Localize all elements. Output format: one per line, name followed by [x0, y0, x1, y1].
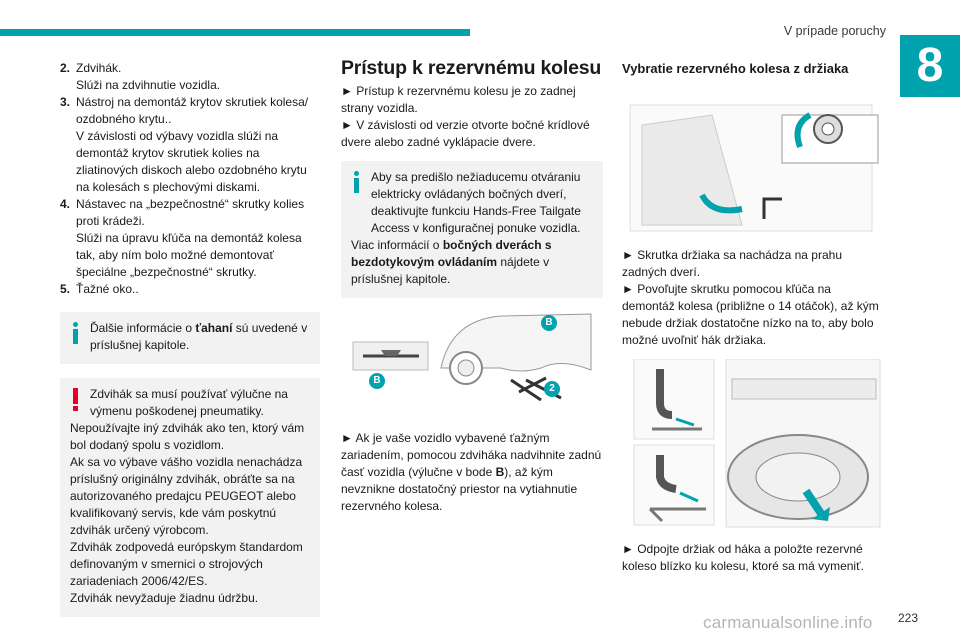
paragraph: ► Ak je vaše vozidlo vybavené ťažným zariadením, pomocou zdviháka nadvihnite zadnú časť vozidla (výlučne v bode B), až kým nevznikne dostatočný priestor na vytiahnutie rezervného kolesa. — [341, 431, 602, 513]
info-bold: ťahaní — [195, 321, 233, 335]
paragraph: ► Odpojte držiak od háka a položte rezervné koleso blízko ku kolesu, ktoré sa má vymeniť. — [622, 542, 864, 573]
paragraph: ► Povoľujte skrutku pomocou kľúča na demontáž kolesa (približne o 14 otáčok), až kým nebude držiak dostatočne nízko na to, aby bolo možné uvoľniť hák držiaka. — [622, 282, 879, 347]
label-2: 2 — [544, 381, 560, 397]
running-head: V prípade poruchy — [783, 24, 886, 38]
paragraph: ► V závislosti od verzie otvorte bočné krídlové dvere alebo zadné vyklápacie dvere. — [341, 118, 590, 149]
list-line: Zdvihák. — [76, 61, 122, 75]
list-line: Nástavec na „bezpečnostné“ skrutky kolies proti krádeži. — [76, 197, 305, 228]
jack-point-figure — [341, 310, 603, 410]
list-line: Slúži na zdvihnutie vozidla. — [76, 78, 221, 92]
subsection-title: Vybratie rezervného kolesa z držiaka — [622, 61, 849, 76]
list-item — [60, 196, 320, 281]
list-line: V závislosti od výbavy vozidla slúži na demontáž krytov skrutiek kolies na zliatinových diskoch alebo ozdobného krytu na kolesách s plechovými diskami. — [76, 129, 307, 194]
paragraph: ► Prístup k rezervnému kolesu je zo zadnej strany vozidla. — [341, 84, 576, 115]
warning-line: Zdvihák sa musí používať výlučne na výmenu poškodenej pneumatiky. — [90, 387, 288, 418]
list-line: Ťažné oko.. — [76, 282, 139, 296]
info-box-towing — [60, 312, 320, 364]
header-accent-bar — [0, 29, 470, 36]
list-number: 5. — [60, 282, 71, 296]
warning-line: Zdvihák zodpovedá európskym štandardom definovaným v smernici o strojových zariadeniach 2006/42/ES. — [70, 540, 303, 588]
warning-icon — [70, 388, 82, 411]
section-title: Prístup k rezervnému kolesu — [341, 57, 602, 79]
list-item — [60, 281, 320, 298]
list-item — [60, 94, 320, 196]
list-number: 4. — [60, 197, 71, 211]
list-line: Nástroj na demontáž krytov skrutiek kolesa/ ozdobného krytu.. — [76, 95, 309, 126]
info-box-side-doors — [341, 161, 603, 298]
jack-point-illustration — [341, 310, 603, 410]
carrier-screw-illustration — [622, 85, 884, 235]
list-number: 3. — [60, 95, 71, 109]
column-2 — [341, 57, 603, 515]
info-icon — [351, 171, 363, 193]
column-1 — [60, 60, 320, 617]
column-3 — [622, 60, 884, 575]
warning-line: Nepoužívajte iný zdvihák ako ten, ktorý vám bol dodaný spolu s vozidlom. — [70, 421, 305, 452]
spare-wheel-carrier-figure — [622, 85, 884, 235]
hook-release-illustration — [622, 359, 884, 529]
page-number: 223 — [898, 611, 919, 625]
list-line: Slúži na úpravu kľúča na demontáž kolesa tak, aby ním bolo možné demontovať špeciálne „bezpečnostné“ skrutky. — [76, 231, 302, 279]
warning-line: Ak sa vo výbave vášho vozidla nenachádza príslušný originálny zdvihák, obráťte sa na autorizovaného predajcu PEUGEOT alebo kvalifikovaný servis, kde vám poskytnú zdvihák určený výrobcom. — [70, 455, 303, 537]
info-text: Ďalšie informácie o ťahaní sú uvedené v príslušnej kapitole. — [90, 321, 308, 352]
watermark: carmanualsonline.info — [703, 613, 873, 632]
warning-line: Zdvihák nevyžaduje žiadnu údržbu. — [70, 591, 259, 605]
info-text: Viac informácií o bočných dverách s bezdotykovým ovládaním nájdete v príslušnej kapitole. — [351, 238, 552, 286]
list-item — [60, 60, 320, 94]
paragraph: ► Skrutka držiaka sa nachádza na prahu zadných dverí. — [622, 248, 843, 279]
list-number: 2. — [60, 61, 71, 75]
chapter-tab: 8 — [900, 35, 960, 97]
label-b-right: B — [541, 315, 557, 331]
hook-release-figure — [622, 359, 884, 529]
warning-box-jack — [60, 378, 320, 617]
label-b-left: B — [369, 373, 385, 389]
info-icon — [70, 322, 82, 344]
info-bold: bočných dverách s bezdotykovým ovládaním — [351, 238, 552, 269]
info-text: Aby sa predišlo nežiaducemu otváraniu elektricky ovládaných bočných dverí, deaktivujte funkciu Hands-Free Tailgate Access v konfiguračnej ponuke vozidla. — [371, 170, 581, 235]
